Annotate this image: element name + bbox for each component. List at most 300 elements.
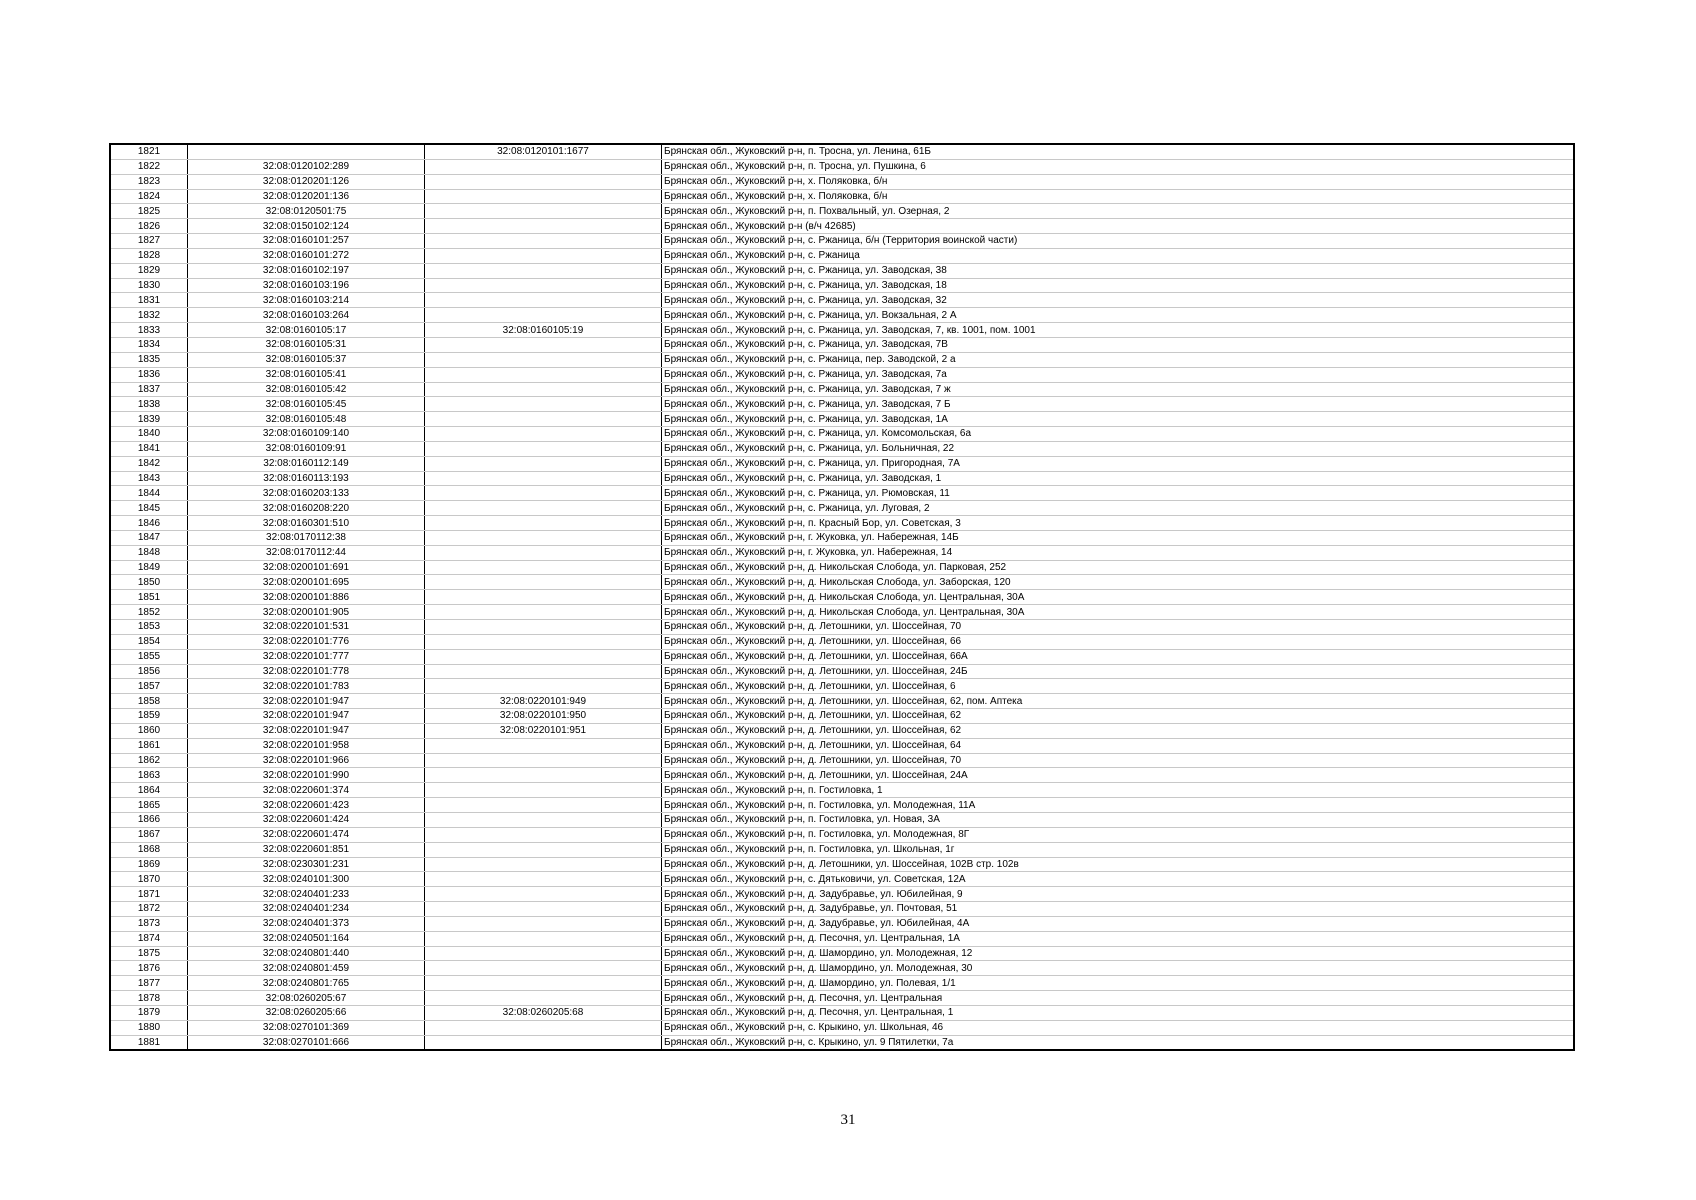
table-row: [110, 931, 1574, 946]
related-cadastral-number-cell: [425, 887, 662, 902]
related-cadastral-number-cell: 32:08:0220101:949: [425, 694, 662, 709]
table-row: [110, 679, 1574, 694]
row-number-cell: 1871: [110, 887, 188, 902]
table-row: [110, 367, 1574, 382]
related-cadastral-number-cell: [425, 931, 662, 946]
cadastral-number-cell: 32:08:0220101:778: [188, 664, 425, 679]
row-number-cell: 1822: [110, 159, 188, 174]
table-row: [110, 976, 1574, 991]
row-number-cell: 1859: [110, 709, 188, 724]
address-cell: Брянская обл., Жуковский р-н, д. Никольская Слобода, ул. Центральная, 30А: [662, 590, 1575, 605]
related-cadastral-number-cell: [425, 516, 662, 531]
address-cell: Брянская обл., Жуковский р-н, с. Ржаница, ул. Заводская, 38: [662, 263, 1575, 278]
cadastral-number-cell: 32:08:0220101:990: [188, 768, 425, 783]
table-row: [110, 278, 1574, 293]
row-number-cell: 1842: [110, 456, 188, 471]
table-row: [110, 204, 1574, 219]
cadastral-number-cell: 32:08:0160105:17: [188, 323, 425, 338]
address-cell: Брянская обл., Жуковский р-н, п. Гостиловка, ул. Новая, 3А: [662, 812, 1575, 827]
cadastral-number-cell: 32:08:0160101:272: [188, 248, 425, 263]
related-cadastral-number-cell: [425, 501, 662, 516]
cadastral-number-cell: 32:08:0220101:776: [188, 634, 425, 649]
table-row: [110, 827, 1574, 842]
table-row: [110, 1005, 1574, 1020]
address-cell: Брянская обл., Жуковский р-н, д. Летошники, ул. Шоссейная, 24А: [662, 768, 1575, 783]
row-number-cell: 1860: [110, 723, 188, 738]
cadastral-number-cell: 32:08:0160203:133: [188, 486, 425, 501]
cadastral-number-cell: 32:08:0160105:41: [188, 367, 425, 382]
table-row: [110, 812, 1574, 827]
row-number-cell: 1857: [110, 679, 188, 694]
row-number-cell: 1839: [110, 412, 188, 427]
address-cell: Брянская обл., Жуковский р-н, с. Ржаница, ул. Пригородная, 7А: [662, 456, 1575, 471]
related-cadastral-number-cell: [425, 842, 662, 857]
table-row: [110, 263, 1574, 278]
table-row: [110, 530, 1574, 545]
table-row: [110, 174, 1574, 189]
related-cadastral-number-cell: [425, 204, 662, 219]
table-row: [110, 456, 1574, 471]
table-row: [110, 887, 1574, 902]
row-number-cell: 1856: [110, 664, 188, 679]
related-cadastral-number-cell: 32:08:0120101:1677: [425, 144, 662, 159]
table-row: [110, 575, 1574, 590]
related-cadastral-number-cell: [425, 530, 662, 545]
row-number-cell: 1866: [110, 812, 188, 827]
table-row: [110, 842, 1574, 857]
cadastral-number-cell: 32:08:0120102:289: [188, 159, 425, 174]
cadastral-number-cell: 32:08:0220101:777: [188, 649, 425, 664]
related-cadastral-number-cell: [425, 352, 662, 367]
address-cell: Брянская обл., Жуковский р-н (в/ч 42685): [662, 219, 1575, 234]
address-cell: Брянская обл., Жуковский р-н, с. Ржаница, ул. Заводская, 7 Б: [662, 397, 1575, 412]
related-cadastral-number-cell: [425, 753, 662, 768]
related-cadastral-number-cell: [425, 293, 662, 308]
table-row: [110, 798, 1574, 813]
table-row: [110, 753, 1574, 768]
table-row: [110, 471, 1574, 486]
related-cadastral-number-cell: [425, 278, 662, 293]
row-number-cell: 1855: [110, 649, 188, 664]
table-row: [110, 738, 1574, 753]
table-row: [110, 857, 1574, 872]
related-cadastral-number-cell: [425, 916, 662, 931]
row-number-cell: 1836: [110, 367, 188, 382]
table-row: [110, 545, 1574, 560]
cadastral-number-cell: 32:08:0160109:91: [188, 441, 425, 456]
address-cell: Брянская обл., Жуковский р-н, с. Ржаница, ул. Вокзальная, 2 А: [662, 308, 1575, 323]
cadastral-number-cell: 32:08:0120201:136: [188, 189, 425, 204]
related-cadastral-number-cell: [425, 248, 662, 263]
row-number-cell: 1846: [110, 516, 188, 531]
address-cell: Брянская обл., Жуковский р-н, д. Задубравье, ул. Почтовая, 51: [662, 902, 1575, 917]
cadastral-number-cell: 32:08:0160105:37: [188, 352, 425, 367]
related-cadastral-number-cell: [425, 649, 662, 664]
cadastral-number-cell: 32:08:0160102:197: [188, 263, 425, 278]
related-cadastral-number-cell: [425, 798, 662, 813]
related-cadastral-number-cell: [425, 991, 662, 1006]
row-number-cell: 1877: [110, 976, 188, 991]
address-cell: Брянская обл., Жуковский р-н, д. Никольская Слобода, ул. Заборская, 120: [662, 575, 1575, 590]
address-cell: Брянская обл., Жуковский р-н, д. Никольская Слобода, ул. Центральная, 30А: [662, 605, 1575, 620]
related-cadastral-number-cell: [425, 486, 662, 501]
related-cadastral-number-cell: 32:08:0160105:19: [425, 323, 662, 338]
table-row: [110, 605, 1574, 620]
table-row: [110, 441, 1574, 456]
address-cell: Брянская обл., Жуковский р-н, с. Ржаница, ул. Рюмовская, 11: [662, 486, 1575, 501]
table-row: [110, 664, 1574, 679]
row-number-cell: 1840: [110, 427, 188, 442]
related-cadastral-number-cell: [425, 768, 662, 783]
cadastral-number-cell: 32:08:0220101:966: [188, 753, 425, 768]
cadastral-number-cell: 32:08:0120201:126: [188, 174, 425, 189]
address-cell: Брянская обл., Жуковский р-н, д. Летошники, ул. Шоссейная, 24Б: [662, 664, 1575, 679]
table-row: [110, 946, 1574, 961]
address-cell: Брянская обл., Жуковский р-н, п. Тросна, ул. Ленина, 61Б: [662, 144, 1575, 159]
address-cell: Брянская обл., Жуковский р-н, с. Дятьковичи, ул. Советская, 12А: [662, 872, 1575, 887]
row-number-cell: 1847: [110, 530, 188, 545]
row-number-cell: 1858: [110, 694, 188, 709]
table-row: [110, 783, 1574, 798]
address-cell: Брянская обл., Жуковский р-н, г. Жуковка, ул. Набережная, 14: [662, 545, 1575, 560]
cadastral-number-cell: 32:08:0240801:765: [188, 976, 425, 991]
row-number-cell: 1823: [110, 174, 188, 189]
cadastral-number-cell: 32:08:0220601:423: [188, 798, 425, 813]
address-cell: Брянская обл., Жуковский р-н, д. Песочня, ул. Центральная, 1: [662, 1005, 1575, 1020]
table-row: [110, 412, 1574, 427]
table-row: [110, 323, 1574, 338]
address-cell: Брянская обл., Жуковский р-н, х. Поляковка, б/н: [662, 189, 1575, 204]
address-cell: Брянская обл., Жуковский р-н, с. Ржаница, ул. Больничная, 22: [662, 441, 1575, 456]
related-cadastral-number-cell: [425, 471, 662, 486]
cadastral-number-cell: 32:08:0220101:783: [188, 679, 425, 694]
row-number-cell: 1867: [110, 827, 188, 842]
table-body: [110, 144, 1574, 1050]
related-cadastral-number-cell: [425, 560, 662, 575]
address-cell: Брянская обл., Жуковский р-н, д. Шамордино, ул. Молодежная, 12: [662, 946, 1575, 961]
row-number-cell: 1830: [110, 278, 188, 293]
related-cadastral-number-cell: [425, 664, 662, 679]
address-cell: Брянская обл., Жуковский р-н, с. Крыкино, ул. 9 Пятилетки, 7а: [662, 1035, 1575, 1050]
cadastral-number-cell: 32:08:0220601:424: [188, 812, 425, 827]
related-cadastral-number-cell: [425, 783, 662, 798]
table-row: [110, 768, 1574, 783]
related-cadastral-number-cell: [425, 976, 662, 991]
table-row: [110, 991, 1574, 1006]
cadastral-number-cell: 32:08:0160103:196: [188, 278, 425, 293]
row-number-cell: 1845: [110, 501, 188, 516]
cadastral-number-cell: 32:08:0240401:233: [188, 887, 425, 902]
address-cell: Брянская обл., Жуковский р-н, д. Летошники, ул. Шоссейная, 70: [662, 620, 1575, 635]
related-cadastral-number-cell: [425, 263, 662, 278]
table-row: [110, 308, 1574, 323]
address-cell: Брянская обл., Жуковский р-н, с. Крыкино, ул. Школьная, 46: [662, 1020, 1575, 1035]
related-cadastral-number-cell: [425, 427, 662, 442]
row-number-cell: 1870: [110, 872, 188, 887]
related-cadastral-number-cell: [425, 545, 662, 560]
table-row: [110, 1035, 1574, 1050]
cadastral-number-cell: 32:08:0220101:947: [188, 709, 425, 724]
table-row: [110, 337, 1574, 352]
table-row: [110, 352, 1574, 367]
address-cell: Брянская обл., Жуковский р-н, г. Жуковка, ул. Набережная, 14Б: [662, 530, 1575, 545]
address-cell: Брянская обл., Жуковский р-н, д. Задубравье, ул. Юбилейная, 4А: [662, 916, 1575, 931]
related-cadastral-number-cell: [425, 946, 662, 961]
cadastral-number-cell: 32:08:0240401:373: [188, 916, 425, 931]
row-number-cell: 1863: [110, 768, 188, 783]
row-number-cell: 1868: [110, 842, 188, 857]
address-cell: Брянская обл., Жуковский р-н, д. Летошники, ул. Шоссейная, 62: [662, 709, 1575, 724]
table-row: [110, 397, 1574, 412]
cadastral-number-cell: 32:08:0240401:234: [188, 902, 425, 917]
address-cell: Брянская обл., Жуковский р-н, д. Песочня, ул. Центральная: [662, 991, 1575, 1006]
row-number-cell: 1835: [110, 352, 188, 367]
row-number-cell: 1828: [110, 248, 188, 263]
table-row: [110, 189, 1574, 204]
related-cadastral-number-cell: [425, 902, 662, 917]
row-number-cell: 1876: [110, 961, 188, 976]
address-cell: Брянская обл., Жуковский р-н, д. Летошники, ул. Шоссейная, 66А: [662, 649, 1575, 664]
row-number-cell: 1837: [110, 382, 188, 397]
row-number-cell: 1878: [110, 991, 188, 1006]
row-number-cell: 1873: [110, 916, 188, 931]
row-number-cell: 1825: [110, 204, 188, 219]
table-row: [110, 872, 1574, 887]
row-number-cell: 1838: [110, 397, 188, 412]
address-cell: Брянская обл., Жуковский р-н, д. Никольская Слобода, ул. Парковая, 252: [662, 560, 1575, 575]
address-cell: Брянская обл., Жуковский р-н, х. Поляковка, б/н: [662, 174, 1575, 189]
address-cell: Брянская обл., Жуковский р-н, д. Шамордино, ул. Полевая, 1/1: [662, 976, 1575, 991]
cadastral-number-cell: 32:08:0220101:958: [188, 738, 425, 753]
related-cadastral-number-cell: [425, 738, 662, 753]
address-cell: Брянская обл., Жуковский р-н, с. Ржаница, ул. Заводская, 7 ж: [662, 382, 1575, 397]
related-cadastral-number-cell: [425, 812, 662, 827]
related-cadastral-number-cell: [425, 961, 662, 976]
related-cadastral-number-cell: [425, 397, 662, 412]
cadastral-number-cell: [188, 144, 425, 159]
cadastral-number-cell: 32:08:0200101:905: [188, 605, 425, 620]
row-number-cell: 1851: [110, 590, 188, 605]
address-cell: Брянская обл., Жуковский р-н, с. Ржаница: [662, 248, 1575, 263]
row-number-cell: 1832: [110, 308, 188, 323]
row-number-cell: 1824: [110, 189, 188, 204]
address-cell: Брянская обл., Жуковский р-н, с. Ржаница, ул. Заводская, 7В: [662, 337, 1575, 352]
row-number-cell: 1849: [110, 560, 188, 575]
address-cell: Брянская обл., Жуковский р-н, д. Летошники, ул. Шоссейная, 64: [662, 738, 1575, 753]
row-number-cell: 1869: [110, 857, 188, 872]
related-cadastral-number-cell: [425, 1035, 662, 1050]
table-row: [110, 486, 1574, 501]
cadastral-number-cell: 32:08:0160109:140: [188, 427, 425, 442]
related-cadastral-number-cell: [425, 367, 662, 382]
row-number-cell: 1862: [110, 753, 188, 768]
row-number-cell: 1872: [110, 902, 188, 917]
address-cell: Брянская обл., Жуковский р-н, д. Летошники, ул. Шоссейная, 70: [662, 753, 1575, 768]
row-number-cell: 1834: [110, 337, 188, 352]
cadastral-number-cell: 32:08:0160105:48: [188, 412, 425, 427]
related-cadastral-number-cell: [425, 590, 662, 605]
related-cadastral-number-cell: [425, 872, 662, 887]
table-row: [110, 1020, 1574, 1035]
address-cell: Брянская обл., Жуковский р-н, п. Похвальный, ул. Озерная, 2: [662, 204, 1575, 219]
cadastral-number-cell: 32:08:0220101:947: [188, 723, 425, 738]
cadastral-number-cell: 32:08:0240801:440: [188, 946, 425, 961]
address-cell: Брянская обл., Жуковский р-н, с. Ржаница, ул. Заводская, 7, кв. 1001, пом. 1001: [662, 323, 1575, 338]
table-row: [110, 427, 1574, 442]
address-cell: Брянская обл., Жуковский р-н, д. Летошники, ул. Шоссейная, 62, пом. Аптека: [662, 694, 1575, 709]
cadastral-number-cell: 32:08:0230301:231: [188, 857, 425, 872]
related-cadastral-number-cell: 32:08:0220101:951: [425, 723, 662, 738]
related-cadastral-number-cell: 32:08:0220101:950: [425, 709, 662, 724]
address-cell: Брянская обл., Жуковский р-н, с. Ржаница, ул. Комсомольская, 6а: [662, 427, 1575, 442]
address-cell: Брянская обл., Жуковский р-н, с. Ржаница, б/н (Территория воинской части): [662, 234, 1575, 249]
related-cadastral-number-cell: [425, 308, 662, 323]
table-row: [110, 293, 1574, 308]
cadastral-number-cell: 32:08:0160105:31: [188, 337, 425, 352]
address-cell: Брянская обл., Жуковский р-н, п. Гостиловка, 1: [662, 783, 1575, 798]
address-cell: Брянская обл., Жуковский р-н, д. Летошники, ул. Шоссейная, 66: [662, 634, 1575, 649]
cadastral-number-cell: 32:08:0160101:257: [188, 234, 425, 249]
row-number-cell: 1861: [110, 738, 188, 753]
address-cell: Брянская обл., Жуковский р-н, с. Ржаница, ул. Заводская, 7а: [662, 367, 1575, 382]
row-number-cell: 1854: [110, 634, 188, 649]
table-row: [110, 902, 1574, 917]
cadastral-number-cell: 32:08:0220601:474: [188, 827, 425, 842]
table-row: [110, 723, 1574, 738]
address-cell: Брянская обл., Жуковский р-н, д. Песочня, ул. Центральная, 1А: [662, 931, 1575, 946]
row-number-cell: 1829: [110, 263, 188, 278]
related-cadastral-number-cell: [425, 634, 662, 649]
table-row: [110, 590, 1574, 605]
related-cadastral-number-cell: [425, 1020, 662, 1035]
related-cadastral-number-cell: [425, 219, 662, 234]
cadastral-number-cell: 32:08:0220101:531: [188, 620, 425, 635]
table-row: [110, 620, 1574, 635]
table-row: [110, 501, 1574, 516]
address-cell: Брянская обл., Жуковский р-н, п. Тросна, ул. Пушкина, 6: [662, 159, 1575, 174]
cadastral-number-cell: 32:08:0160112:149: [188, 456, 425, 471]
address-cell: Брянская обл., Жуковский р-н, с. Ржаница, ул. Заводская, 32: [662, 293, 1575, 308]
table-row: [110, 694, 1574, 709]
row-number-cell: 1852: [110, 605, 188, 620]
row-number-cell: 1848: [110, 545, 188, 560]
table-row: [110, 382, 1574, 397]
row-number-cell: 1874: [110, 931, 188, 946]
address-cell: Брянская обл., Жуковский р-н, с. Ржаница, ул. Луговая, 2: [662, 501, 1575, 516]
address-cell: Брянская обл., Жуковский р-н, п. Гостиловка, ул. Школьная, 1г: [662, 842, 1575, 857]
cadastral-number-cell: 32:08:0170112:38: [188, 530, 425, 545]
address-cell: Брянская обл., Жуковский р-н, п. Красный Бор, ул. Советская, 3: [662, 516, 1575, 531]
address-cell: Брянская обл., Жуковский р-н, д. Шамордино, ул. Молодежная, 30: [662, 961, 1575, 976]
cadastral-number-cell: 32:08:0270101:369: [188, 1020, 425, 1035]
related-cadastral-number-cell: [425, 337, 662, 352]
cadastral-number-cell: 32:08:0260205:66: [188, 1005, 425, 1020]
table-row: [110, 961, 1574, 976]
related-cadastral-number-cell: [425, 456, 662, 471]
table-row: [110, 144, 1574, 159]
cadastral-number-cell: 32:08:0220601:374: [188, 783, 425, 798]
related-cadastral-number-cell: [425, 605, 662, 620]
address-cell: Брянская обл., Жуковский р-н, с. Ржаница, ул. Заводская, 18: [662, 278, 1575, 293]
row-number-cell: 1865: [110, 798, 188, 813]
cadastral-number-cell: 32:08:0160208:220: [188, 501, 425, 516]
row-number-cell: 1826: [110, 219, 188, 234]
address-cell: Брянская обл., Жуковский р-н, д. Летошники, ул. Шоссейная, 102В стр. 102в: [662, 857, 1575, 872]
row-number-cell: 1881: [110, 1035, 188, 1050]
cadastral-number-cell: 32:08:0150102:124: [188, 219, 425, 234]
address-cell: Брянская обл., Жуковский р-н, с. Ржаница, ул. Заводская, 1А: [662, 412, 1575, 427]
cadastral-number-cell: 32:08:0240501:164: [188, 931, 425, 946]
row-number-cell: 1844: [110, 486, 188, 501]
table-row: [110, 159, 1574, 174]
table-row: [110, 916, 1574, 931]
table-row: [110, 516, 1574, 531]
address-cell: Брянская обл., Жуковский р-н, п. Гостиловка, ул. Молодежная, 11А: [662, 798, 1575, 813]
table-row: [110, 219, 1574, 234]
table-row: [110, 634, 1574, 649]
row-number-cell: 1880: [110, 1020, 188, 1035]
cadastral-number-cell: 32:08:0200101:695: [188, 575, 425, 590]
row-number-cell: 1827: [110, 234, 188, 249]
table-row: [110, 234, 1574, 249]
row-number-cell: 1841: [110, 441, 188, 456]
row-number-cell: 1850: [110, 575, 188, 590]
row-number-cell: 1843: [110, 471, 188, 486]
cadastral-number-cell: 32:08:0160103:264: [188, 308, 425, 323]
page-number: 31: [840, 1112, 856, 1128]
related-cadastral-number-cell: [425, 382, 662, 397]
cadastral-number-cell: 32:08:0270101:666: [188, 1035, 425, 1050]
cadastral-number-cell: 32:08:0240101:300: [188, 872, 425, 887]
row-number-cell: 1821: [110, 144, 188, 159]
table-row: [110, 649, 1574, 664]
related-cadastral-number-cell: [425, 189, 662, 204]
table-row: [110, 248, 1574, 263]
address-cell: Брянская обл., Жуковский р-н, д. Летошники, ул. Шоссейная, 62: [662, 723, 1575, 738]
cadastral-number-cell: 32:08:0160105:42: [188, 382, 425, 397]
related-cadastral-number-cell: [425, 174, 662, 189]
cadastral-number-cell: 32:08:0200101:886: [188, 590, 425, 605]
row-number-cell: 1879: [110, 1005, 188, 1020]
related-cadastral-number-cell: [425, 441, 662, 456]
cadastral-number-cell: 32:08:0160301:510: [188, 516, 425, 531]
related-cadastral-number-cell: [425, 159, 662, 174]
row-number-cell: 1853: [110, 620, 188, 635]
cadastral-number-cell: 32:08:0120501:75: [188, 204, 425, 219]
row-number-cell: 1875: [110, 946, 188, 961]
cadastral-number-cell: 32:08:0240801:459: [188, 961, 425, 976]
table-row: [110, 560, 1574, 575]
related-cadastral-number-cell: [425, 827, 662, 842]
property-register-table: [109, 143, 1575, 1051]
cadastral-number-cell: 32:08:0260205:67: [188, 991, 425, 1006]
row-number-cell: 1831: [110, 293, 188, 308]
related-cadastral-number-cell: [425, 679, 662, 694]
related-cadastral-number-cell: [425, 412, 662, 427]
related-cadastral-number-cell: [425, 575, 662, 590]
address-cell: Брянская обл., Жуковский р-н, п. Гостиловка, ул. Молодежная, 8Г: [662, 827, 1575, 842]
cadastral-number-cell: 32:08:0220101:947: [188, 694, 425, 709]
cadastral-number-cell: 32:08:0160103:214: [188, 293, 425, 308]
cadastral-number-cell: 32:08:0200101:691: [188, 560, 425, 575]
related-cadastral-number-cell: [425, 620, 662, 635]
cadastral-number-cell: 32:08:0160105:45: [188, 397, 425, 412]
row-number-cell: 1833: [110, 323, 188, 338]
row-number-cell: 1864: [110, 783, 188, 798]
cadastral-number-cell: 32:08:0160113:193: [188, 471, 425, 486]
address-cell: Брянская обл., Жуковский р-н, с. Ржаница, пер. Заводской, 2 а: [662, 352, 1575, 367]
cadastral-number-cell: 32:08:0220601:851: [188, 842, 425, 857]
